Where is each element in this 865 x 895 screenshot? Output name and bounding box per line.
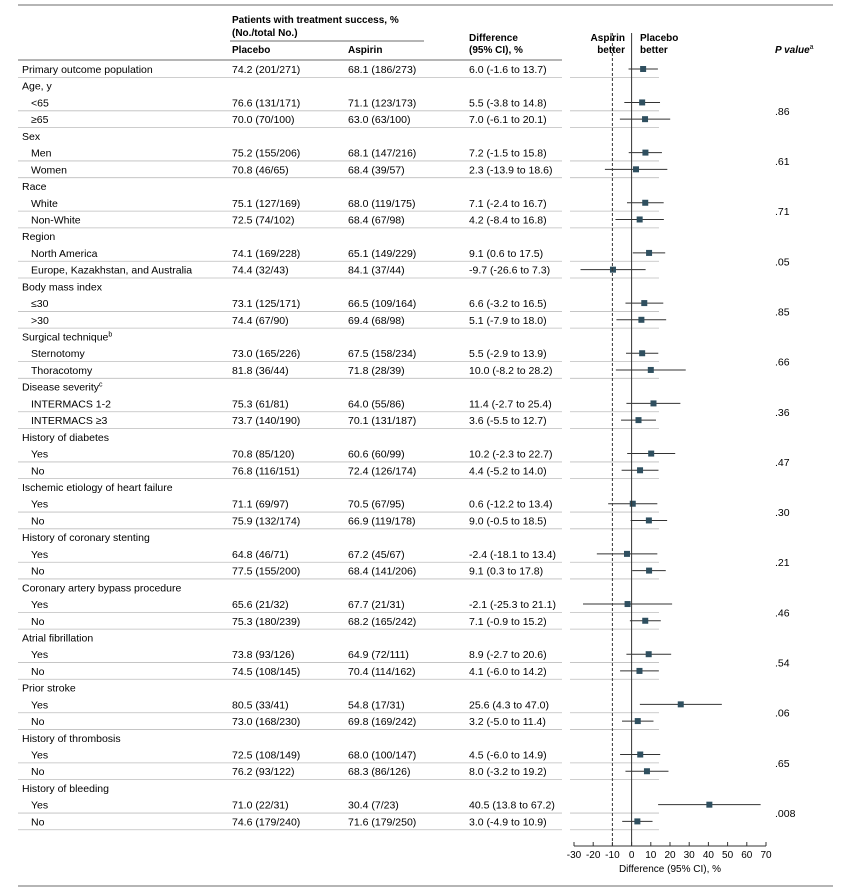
header-placebo: Placebo bbox=[232, 45, 271, 56]
placebo-value: 74.2 (201/271) bbox=[232, 64, 301, 76]
aspirin-value: 68.4 (141/206) bbox=[348, 565, 417, 578]
placebo-value: 75.3 (180/239) bbox=[232, 615, 301, 628]
difference-value: 4.4 (-5.2 to 14.0) bbox=[469, 465, 547, 478]
row-label: Yes bbox=[31, 498, 49, 511]
placebo-value: 75.1 (127/169) bbox=[232, 197, 301, 210]
placebo-value: 70.8 (85/120) bbox=[232, 448, 295, 461]
header-aspirin-better-2: better bbox=[597, 45, 625, 56]
header-group-title: Patients with treatment success, % bbox=[232, 15, 399, 26]
point-estimate bbox=[634, 818, 640, 824]
x-tick-label: -20 bbox=[585, 850, 601, 861]
placebo-value: 73.0 (168/230) bbox=[232, 716, 301, 729]
group-label-text: Age, y bbox=[22, 80, 52, 93]
point-estimate bbox=[636, 417, 642, 423]
point-estimate bbox=[637, 216, 643, 222]
point-estimate bbox=[646, 517, 652, 523]
header-placebo-better-1: Placebo bbox=[640, 33, 679, 44]
group-label bbox=[22, 432, 109, 444]
difference-value: 9.1 (0.6 to 17.5) bbox=[469, 247, 544, 260]
placebo-value: 74.1 (169/228) bbox=[232, 247, 301, 260]
p-value: .86 bbox=[775, 105, 790, 118]
p-value: .65 bbox=[775, 757, 790, 770]
placebo-value: 71.1 (69/97) bbox=[232, 498, 289, 511]
header-aspirin: Aspirin bbox=[348, 45, 383, 56]
aspirin-value: 64.0 (55/86) bbox=[348, 398, 405, 411]
row-label: Men bbox=[31, 147, 52, 160]
point-estimate bbox=[636, 668, 642, 674]
aspirin-value: 54.8 (17/31) bbox=[348, 699, 405, 712]
row-label: Yes bbox=[31, 448, 49, 461]
placebo-value: 75.3 (61/81) bbox=[232, 398, 289, 411]
placebo-value: 76.8 (116/151) bbox=[232, 465, 300, 478]
placebo-value: 74.4 (67/90) bbox=[232, 314, 289, 327]
placebo-value: 70.8 (46/65) bbox=[232, 164, 289, 177]
point-estimate bbox=[642, 618, 648, 624]
difference-value: 4.2 (-8.4 to 16.8) bbox=[469, 214, 547, 227]
x-axis-label: Difference (95% CI), % bbox=[618, 864, 722, 875]
group-label-text: Coronary artery bypass procedure bbox=[22, 582, 182, 595]
difference-value: -2.4 (-18.1 to 13.4) bbox=[469, 548, 556, 561]
placebo-value: 80.5 (33/41) bbox=[232, 699, 289, 712]
aspirin-value: 71.8 (28/39) bbox=[348, 364, 405, 377]
point-estimate bbox=[640, 66, 646, 72]
point-estimate bbox=[638, 317, 644, 323]
point-estimate bbox=[642, 200, 648, 206]
row-label: Thoracotomy bbox=[31, 364, 93, 377]
point-estimate bbox=[646, 568, 652, 574]
aspirin-value: 68.1 (186/273) bbox=[348, 64, 417, 76]
placebo-value: 76.6 (131/171) bbox=[232, 97, 301, 110]
aspirin-value: 66.9 (119/178) bbox=[348, 515, 416, 528]
difference-value: 7.1 (-2.4 to 16.7) bbox=[469, 197, 547, 210]
p-value: .06 bbox=[775, 707, 790, 720]
group-label-superscript: c bbox=[99, 381, 103, 389]
point-estimate bbox=[633, 166, 639, 172]
group-label bbox=[22, 482, 173, 494]
difference-value: 4.5 (-6.0 to 14.9) bbox=[469, 749, 547, 762]
placebo-value: 71.0 (22/31) bbox=[232, 799, 289, 812]
placebo-value: 73.7 (140/190) bbox=[232, 415, 301, 428]
group-label-text: Sex bbox=[22, 130, 41, 143]
difference-value: 5.5 (-3.8 to 14.8) bbox=[469, 97, 547, 110]
group-label bbox=[22, 332, 112, 344]
placebo-value: 72.5 (108/149) bbox=[232, 749, 301, 762]
header-difference-1: Difference bbox=[469, 33, 518, 44]
placebo-value: 74.4 (32/43) bbox=[232, 264, 289, 277]
placebo-value: 74.6 (179/240) bbox=[232, 816, 301, 829]
group-label-text: Race bbox=[22, 181, 47, 194]
aspirin-value: 60.6 (60/99) bbox=[348, 448, 405, 461]
point-estimate bbox=[706, 802, 712, 808]
aspirin-value: 66.5 (109/164) bbox=[348, 298, 417, 311]
row-label: Yes bbox=[31, 599, 49, 612]
difference-value: 5.1 (-7.9 to 18.0) bbox=[469, 314, 547, 327]
row-label: Yes bbox=[31, 799, 49, 812]
p-value: .30 bbox=[775, 507, 790, 520]
row-label: Women bbox=[31, 164, 67, 177]
point-estimate bbox=[678, 701, 684, 707]
row-label: Yes bbox=[31, 699, 49, 712]
aspirin-value: 68.4 (67/98) bbox=[348, 214, 405, 227]
group-label bbox=[22, 231, 55, 243]
group-label bbox=[22, 181, 47, 193]
placebo-value: 74.5 (108/145) bbox=[232, 665, 301, 678]
aspirin-value: 69.4 (68/98) bbox=[348, 314, 405, 327]
x-tick-label: 10 bbox=[645, 850, 657, 861]
difference-value: 6.0 (-1.6 to 13.7) bbox=[469, 64, 547, 76]
x-tick-label: 0 bbox=[628, 850, 635, 861]
header-pvalue: P value$^a$ bbox=[775, 44, 814, 56]
difference-value: 8.9 (-2.7 to 20.6) bbox=[469, 649, 547, 662]
difference-value: 7.0 (-6.1 to 20.1) bbox=[469, 114, 547, 127]
difference-value: 9.1 (0.3 to 17.8) bbox=[469, 565, 544, 578]
aspirin-value: 70.4 (114/162) bbox=[348, 665, 416, 678]
group-label bbox=[22, 582, 181, 594]
group-label-text: History of thrombosis bbox=[22, 732, 121, 745]
difference-value: 3.2 (-5.0 to 11.4) bbox=[469, 716, 546, 729]
aspirin-value: 71.1 (123/173) bbox=[348, 97, 417, 110]
point-estimate bbox=[635, 718, 641, 724]
row-label: No bbox=[31, 766, 45, 779]
aspirin-value: 72.4 (126/174) bbox=[348, 465, 417, 478]
aspirin-value: 67.5 (158/234) bbox=[348, 348, 417, 361]
point-estimate bbox=[639, 350, 645, 356]
x-tick-label: 30 bbox=[683, 850, 695, 861]
difference-value: 8.0 (-3.2 to 19.2) bbox=[469, 766, 547, 779]
placebo-value: 73.1 (125/171) bbox=[232, 298, 301, 311]
point-estimate bbox=[646, 651, 652, 657]
p-value: .36 bbox=[775, 406, 790, 419]
aspirin-value: 68.2 (165/242) bbox=[348, 615, 417, 628]
placebo-value: 64.8 (46/71) bbox=[232, 548, 289, 561]
group-label-text: Ischemic etiology of heart failure bbox=[22, 482, 173, 494]
placebo-value: 72.5 (74/102) bbox=[232, 214, 295, 227]
difference-value: 4.1 (-6.0 to 14.2) bbox=[469, 665, 547, 678]
point-estimate bbox=[624, 551, 630, 557]
group-label bbox=[22, 81, 53, 93]
group-label-text: History of bleeding bbox=[22, 782, 109, 795]
p-value: .47 bbox=[775, 456, 790, 469]
point-estimate bbox=[650, 400, 656, 406]
x-axis bbox=[567, 842, 772, 875]
aspirin-value: 68.3 (86/126) bbox=[348, 766, 411, 779]
plot-area bbox=[581, 33, 761, 845]
row-label: >30 bbox=[31, 314, 49, 327]
group-label-text: Disease severity bbox=[22, 381, 100, 394]
aspirin-value: 64.9 (72/111) bbox=[348, 649, 409, 662]
row-label: No bbox=[31, 615, 45, 628]
header-difference-2: (95% CI), % bbox=[469, 45, 523, 56]
row-label: <65 bbox=[31, 97, 49, 110]
row-label: INTERMACS 1-2 bbox=[31, 398, 111, 411]
group-label-text: Region bbox=[22, 231, 56, 244]
group-label-text: Surgical technique bbox=[22, 331, 109, 344]
header-group-subtitle: (No./total No.) bbox=[232, 28, 298, 39]
group-label bbox=[22, 683, 76, 695]
row-label: No bbox=[31, 565, 45, 578]
aspirin-value: 67.7 (21/31) bbox=[348, 599, 405, 612]
aspirin-value: 70.1 (131/187) bbox=[348, 415, 417, 428]
point-estimate bbox=[641, 300, 647, 306]
difference-value: 25.6 (4.3 to 47.0) bbox=[469, 699, 549, 712]
header-placebo-better-2: better bbox=[640, 45, 668, 56]
placebo-value: 73.0 (165/226) bbox=[232, 348, 301, 361]
p-value: .61 bbox=[775, 155, 790, 168]
group-label bbox=[22, 281, 103, 293]
difference-value: 0.6 (-12.2 to 13.4) bbox=[469, 498, 553, 511]
aspirin-value: 68.1 (147/216) bbox=[348, 147, 417, 160]
x-tick-label: 50 bbox=[722, 850, 734, 861]
aspirin-value: 69.8 (169/242) bbox=[348, 716, 417, 729]
group-label bbox=[22, 783, 109, 795]
p-value: .54 bbox=[775, 657, 790, 670]
row-label: ≤30 bbox=[31, 298, 49, 311]
placebo-value: 81.8 (36/44) bbox=[232, 364, 289, 377]
group-label bbox=[22, 733, 121, 745]
difference-value: 10.0 (-8.2 to 28.2) bbox=[469, 364, 553, 377]
row-label: No bbox=[31, 716, 45, 729]
point-estimate bbox=[646, 250, 652, 256]
aspirin-value: 63.0 (63/100) bbox=[348, 114, 411, 127]
difference-value: 40.5 (13.8 to 67.2) bbox=[469, 799, 555, 812]
difference-value: 2.3 (-13.9 to 18.6) bbox=[469, 164, 553, 177]
row-label: Yes bbox=[31, 649, 49, 662]
group-label-text: History of diabetes bbox=[22, 431, 109, 444]
point-estimate bbox=[642, 116, 648, 122]
placebo-value: 65.6 (21/32) bbox=[232, 599, 289, 612]
row-label: Europe, Kazakhstan, and Australia bbox=[31, 264, 193, 277]
placebo-value: 73.8 (93/126) bbox=[232, 649, 295, 662]
placebo-value: 77.5 (155/200) bbox=[232, 565, 301, 578]
point-estimate bbox=[642, 150, 648, 156]
group-label-text: Prior stroke bbox=[22, 682, 76, 695]
difference-value: -9.7 (-26.6 to 7.3) bbox=[469, 264, 551, 277]
difference-value: 3.6 (-5.5 to 12.7) bbox=[469, 415, 547, 428]
row-label: No bbox=[31, 465, 45, 478]
group-label bbox=[22, 532, 150, 544]
row-label: ≥65 bbox=[31, 114, 49, 127]
group-label-superscript: b bbox=[108, 331, 113, 339]
row-label: Yes bbox=[31, 749, 49, 762]
row-label: No bbox=[31, 816, 45, 829]
row-label: No bbox=[31, 515, 45, 528]
row-label: White bbox=[31, 197, 58, 210]
placebo-value: 75.2 (155/206) bbox=[232, 147, 301, 160]
placebo-value: 70.0 (70/100) bbox=[232, 114, 295, 127]
group-label-text: History of coronary stenting bbox=[22, 532, 150, 545]
p-value: .66 bbox=[775, 356, 790, 369]
row-label: INTERMACS ≥3 bbox=[31, 415, 108, 428]
p-value: .85 bbox=[775, 306, 790, 319]
point-estimate bbox=[637, 752, 643, 758]
placebo-value: 75.9 (132/174) bbox=[232, 515, 301, 528]
x-tick-label: 20 bbox=[664, 850, 676, 861]
point-estimate bbox=[644, 768, 650, 774]
x-tick-label: -30 bbox=[566, 850, 582, 861]
x-tick-label: 70 bbox=[760, 850, 772, 861]
header-aspirin-better-1: Aspirin bbox=[590, 33, 625, 44]
point-estimate bbox=[637, 467, 643, 473]
x-tick-label: 40 bbox=[702, 850, 714, 861]
group-label-text: Body mass index bbox=[22, 281, 102, 294]
aspirin-value: 84.1 (37/44) bbox=[348, 264, 405, 277]
table-rows bbox=[18, 64, 796, 830]
point-estimate bbox=[625, 601, 631, 607]
aspirin-value: 71.6 (179/250) bbox=[348, 816, 417, 829]
p-value: .71 bbox=[775, 206, 790, 219]
point-estimate bbox=[648, 451, 654, 457]
difference-value: 7.1 (-0.9 to 15.2) bbox=[469, 615, 547, 628]
aspirin-value: 70.5 (67/95) bbox=[348, 498, 405, 511]
difference-value: 3.0 (-4.9 to 10.9) bbox=[469, 816, 547, 829]
aspirin-value: 30.4 (7/23) bbox=[348, 799, 399, 812]
difference-value: 11.4 (-2.7 to 25.4) bbox=[469, 398, 552, 411]
difference-value: 6.6 (-3.2 to 16.5) bbox=[469, 298, 547, 311]
difference-value: 7.2 (-1.5 to 15.8) bbox=[469, 147, 547, 160]
p-value: .008 bbox=[775, 808, 796, 821]
row-label: No bbox=[31, 665, 45, 678]
row-label: Primary outcome population bbox=[22, 64, 153, 76]
x-tick-label: -10 bbox=[605, 850, 620, 861]
p-value: .05 bbox=[775, 256, 790, 269]
row-label: Sternotomy bbox=[31, 348, 85, 361]
row-label: North America bbox=[31, 247, 98, 260]
point-estimate bbox=[610, 267, 616, 273]
aspirin-value: 68.4 (39/57) bbox=[348, 164, 405, 177]
placebo-value: 76.2 (93/122) bbox=[232, 766, 295, 779]
row-label: Yes bbox=[31, 548, 49, 561]
difference-value: 5.5 (-2.9 to 13.9) bbox=[469, 348, 547, 361]
point-estimate bbox=[648, 367, 654, 373]
aspirin-value: 67.2 (45/67) bbox=[348, 548, 405, 561]
p-value: .46 bbox=[775, 607, 790, 620]
group-label-text: Atrial fibrillation bbox=[22, 632, 94, 645]
difference-value: 10.2 (-2.3 to 22.7) bbox=[469, 448, 553, 461]
x-tick-label: 60 bbox=[741, 850, 753, 861]
difference-value: 9.0 (-0.5 to 18.5) bbox=[469, 515, 547, 528]
row-label: Non-White bbox=[31, 214, 81, 227]
point-estimate bbox=[630, 501, 636, 507]
aspirin-value: 68.0 (100/147) bbox=[348, 749, 417, 762]
group-label bbox=[22, 632, 93, 644]
group-label bbox=[22, 131, 41, 143]
point-estimate bbox=[639, 99, 645, 105]
p-value: .21 bbox=[775, 557, 790, 570]
group-label bbox=[22, 382, 103, 394]
difference-value: -2.1 (-25.3 to 21.1) bbox=[469, 599, 556, 612]
aspirin-value: 68.0 (119/175) bbox=[348, 197, 416, 210]
aspirin-value: 65.1 (149/229) bbox=[348, 247, 417, 260]
